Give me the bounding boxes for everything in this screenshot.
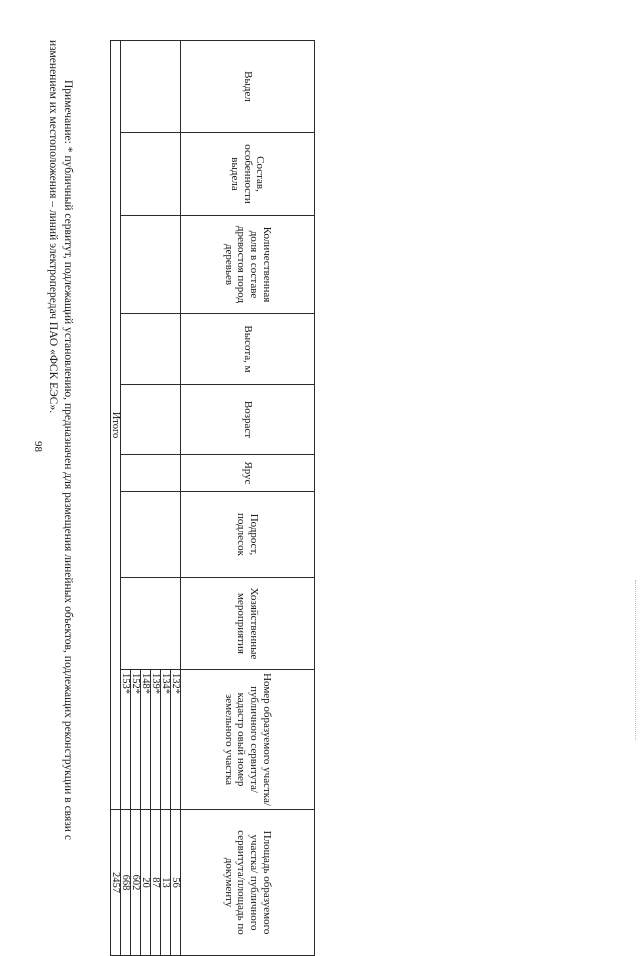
cell-vydel xyxy=(121,41,181,133)
rotated-page-content xyxy=(0,40,315,935)
cell-ploshchad: 668 xyxy=(121,810,131,956)
total-label: Итого xyxy=(111,41,121,810)
header-yarus: Ярус xyxy=(181,455,315,492)
cell-ploshchad: 602 xyxy=(131,810,141,956)
cell-yarus xyxy=(121,455,181,492)
margin-mark xyxy=(635,580,637,740)
total-area: 2457 xyxy=(111,810,121,956)
page-number: 98 xyxy=(32,441,44,452)
cell-dolya xyxy=(121,216,181,314)
cell-ploshchad: 56 xyxy=(171,810,181,956)
header-sostav: Состав, особенности выдела xyxy=(181,133,315,216)
cell-nomer: 152* xyxy=(131,670,141,810)
cell-podrost xyxy=(121,492,181,578)
cell-ploshchad: 20 xyxy=(141,810,151,956)
header-dolya: Количественная доля в составе древостоя пород деревьев xyxy=(181,216,315,314)
cell-nomer: 153* xyxy=(121,670,131,810)
cell-ploshchad: 87 xyxy=(151,810,161,956)
header-vozrast: Возраст xyxy=(181,385,315,455)
header-meropriyatiya: Хозяйственные мероприятия xyxy=(181,578,315,670)
header-vydel: Выдел xyxy=(181,41,315,133)
cell-nomer: 148* xyxy=(141,670,151,810)
cell-nomer: 134* xyxy=(161,670,171,810)
header-vysota: Высота, м xyxy=(181,314,315,385)
cell-sostav xyxy=(121,133,181,216)
header-nomer: Номер образуемого участка/ публичного сервитута/кадастр овый номер земельного участка xyxy=(181,670,315,810)
cell-vysota xyxy=(121,314,181,385)
cell-nomer: 132* xyxy=(171,670,181,810)
footnote: Примечание: * публичный сервитут, подлежащий установлению, предназначен для размещения линейных объектов, подлежащих реконструкции в связи с изменением их местоположения – линий электропередач ПАО «ФСК ЕЭС». xyxy=(47,40,74,840)
forest-table xyxy=(110,40,315,956)
total-row xyxy=(111,41,121,956)
table-row xyxy=(171,41,181,956)
cell-vozrast xyxy=(121,385,181,455)
cell-nomer: 139* xyxy=(151,670,161,810)
header-ploshchad: Площадь образуемого участка/ публичного сервитута/площадь по документу xyxy=(181,810,315,956)
header-podrost: Подрост, подлесок xyxy=(181,492,315,578)
cell-meropriyatiya xyxy=(121,578,181,670)
table-header-row xyxy=(181,41,315,956)
cell-ploshchad: 13 xyxy=(161,810,171,956)
